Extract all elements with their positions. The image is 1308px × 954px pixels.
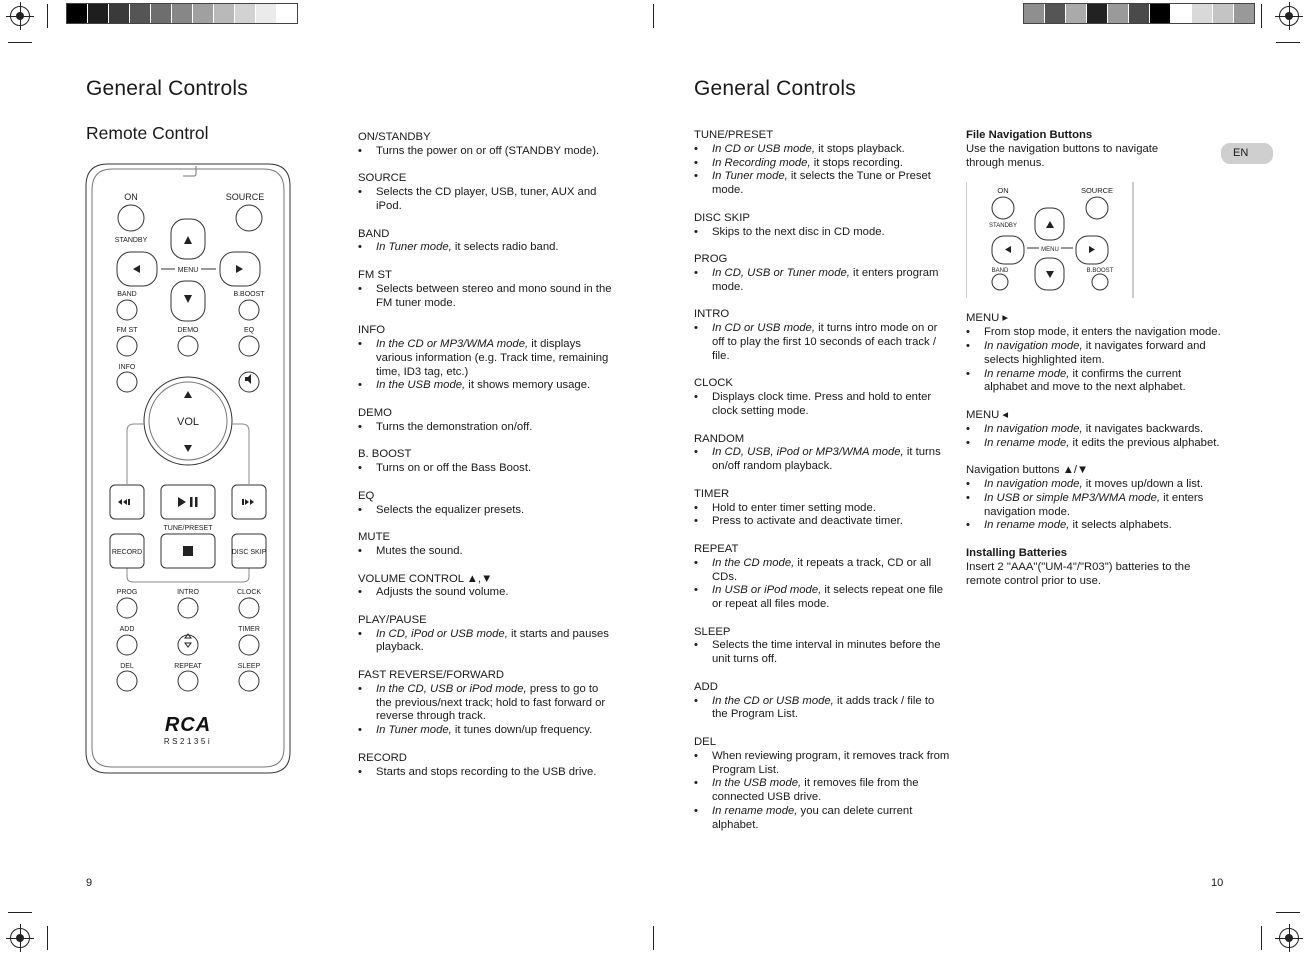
bullet-text: it edits the previous alphabet.: [1069, 436, 1220, 449]
bullet-text: it selects alphabets.: [1069, 519, 1172, 532]
control-section: [358, 490, 616, 518]
control-section: [694, 543, 952, 612]
bullet-mode: In the CD or MP3/WMA mode,: [376, 337, 529, 350]
bullet-item: [966, 478, 1224, 492]
crop-mark: [1276, 42, 1300, 43]
bboost-label: B.BOOST: [233, 291, 265, 298]
bullet-text: it stops recording.: [810, 156, 903, 169]
bullet-text: When reviewing program, it removes track from Program List.: [712, 749, 950, 776]
bullet-text: Hold to enter timer setting mode.: [712, 501, 876, 514]
registration-mark-icon: [1279, 6, 1299, 26]
bullet-item: [694, 391, 952, 419]
bullet-text: Press to activate and deactivate timer.: [712, 515, 903, 528]
mini-source-label: SOURCE: [1080, 186, 1114, 196]
bullet-mode: In navigation mode,: [984, 477, 1083, 490]
bullet-text: you can delete current alphabet.: [712, 805, 913, 831]
bullet-text: Selects the equalizer presets.: [376, 503, 525, 516]
repeat-label: REPEAT: [174, 663, 202, 670]
crop-mark: [47, 926, 48, 950]
bullet-text: press to go to the previous/next track; hold to fast forward or reverse through track.: [376, 682, 606, 723]
control-section: [694, 377, 952, 418]
control-section: [694, 681, 952, 722]
bullet-mode: In navigation mode,: [984, 339, 1083, 352]
bullet-text: Selects the CD player, USB, tuner, AUX and iPod.: [376, 186, 597, 212]
crop-mark: [1276, 912, 1300, 913]
color-calibration-bar: [1023, 3, 1255, 24]
bullet-text: it navigates backwards.: [1082, 422, 1204, 435]
disc-skip-label: DISC SKIP: [231, 549, 267, 556]
bullet-text: Turns on or off the Bass Boost.: [376, 462, 532, 475]
bullet-item: [694, 695, 952, 723]
bullet-item: [966, 340, 1224, 368]
crop-mark: [1261, 4, 1262, 28]
control-section-title: MENU ◂: [966, 408, 1009, 421]
bullet-item: [694, 322, 952, 363]
control-section: [694, 736, 952, 833]
bullet-mode: In Tuner mode,: [376, 241, 452, 254]
page-title-right: General Controls: [694, 77, 856, 100]
sleep-label: SLEEP: [237, 663, 261, 670]
registration-mark-icon: [10, 928, 30, 948]
bullet-text: it displays various information (e.g. Track time, remaining time, ID3 tag, etc.): [376, 337, 609, 378]
control-section: [694, 253, 952, 294]
control-section-title: RECORD: [358, 751, 407, 764]
control-section: [694, 212, 952, 240]
bullet-item: [358, 628, 616, 656]
control-section-title: DEL: [694, 736, 716, 749]
bullet-text: it starts and pauses playback.: [376, 627, 609, 654]
remote-control-illustration: [84, 162, 292, 776]
clock-label: CLOCK: [236, 589, 262, 596]
crop-mark: [47, 4, 48, 28]
page-number: 9: [86, 877, 93, 889]
control-section: [358, 669, 616, 738]
mini-standby-label: STANDBY: [989, 223, 1017, 230]
control-section-title: EQ: [358, 489, 375, 502]
page-number-right: 10: [1211, 877, 1224, 889]
color-calibration-bar: [66, 3, 298, 24]
mini-menu-label: MENU: [1041, 247, 1059, 254]
bullet-item: [358, 683, 616, 724]
crop-mark: [653, 926, 654, 950]
bullet-text: Adjusts the sound volume.: [376, 586, 509, 599]
control-section: [358, 131, 616, 159]
control-section: [694, 488, 952, 529]
bullet-text: Turns the demonstration on/off.: [376, 420, 533, 433]
bullet-mode: In USB or iPod mode,: [712, 584, 822, 597]
mini-bboost-label: B.BOOST: [1086, 268, 1114, 275]
bullet-text: it adds track / file to the Program List.: [712, 694, 935, 721]
bullet-text: Starts and stops recording to the USB drive.: [376, 765, 597, 778]
bullet-item: [694, 639, 952, 667]
bullet-item: [694, 143, 952, 157]
bullet-item: [358, 241, 616, 255]
bullet-text: From stop mode, it enters the navigation mode.: [984, 326, 1221, 339]
bullet-mode: In the CD mode,: [712, 556, 795, 569]
control-section: [966, 409, 1224, 450]
bullet-text: Displays clock time. Press and hold to enter clock setting mode.: [712, 391, 932, 417]
bullet-item: [358, 421, 616, 435]
bullet-item: [966, 492, 1224, 520]
control-section: [358, 172, 616, 213]
control-section-title: INFO: [358, 324, 385, 337]
control-section: [694, 433, 952, 474]
control-section: [358, 531, 616, 559]
bullet-item: [694, 557, 952, 585]
fmst-label: FM ST: [116, 327, 138, 334]
bullet-mode: In rename mode,: [984, 519, 1070, 532]
bullet-mode: In CD, iPod or USB mode,: [376, 627, 508, 640]
registration-mark-icon: [10, 6, 30, 26]
control-section-title: MUTE: [358, 531, 391, 544]
bullet-mode: In CD, USB or Tuner mode,: [712, 266, 850, 279]
on-label: ON: [124, 192, 138, 202]
control-section-title: DISC SKIP: [694, 211, 750, 224]
control-section: [694, 129, 952, 198]
bullet-item: [694, 226, 952, 240]
bullet-text: it confirms the current alphabet and move to the next alphabet.: [984, 367, 1186, 394]
control-section-title: FAST REVERSE/FORWARD: [358, 669, 505, 682]
bullet-text: Mutes the sound.: [376, 544, 463, 557]
bullet-text: Skips to the next disc in CD mode.: [712, 225, 885, 238]
page-title: General Controls: [86, 77, 248, 100]
control-section-title: VOLUME CONTROL ▲,▼: [358, 572, 493, 585]
control-section-title: SLEEP: [694, 625, 731, 638]
control-section: [694, 308, 952, 363]
crop-mark: [1261, 926, 1262, 950]
bullet-text: it enters program mode.: [712, 266, 939, 293]
batteries-title: Installing Batteries: [966, 546, 1068, 559]
bullet-item: [358, 145, 616, 159]
info-label: INFO: [118, 364, 136, 371]
right-controls-column-2: [966, 129, 1224, 588]
bullet-item: [966, 368, 1224, 396]
navigation-buttons-illustration: [966, 182, 1136, 298]
bullet-text: it repeats a track, CD or all CDs.: [712, 556, 932, 583]
bullet-text: it selects the Tune or Preset mode.: [712, 170, 931, 197]
bullet-mode: In CD or USB mode,: [712, 322, 815, 335]
bullet-item: [358, 766, 616, 780]
control-section: [358, 228, 616, 256]
bullet-item: [694, 446, 952, 474]
demo-label: DEMO: [177, 327, 199, 334]
control-section-title: SOURCE: [358, 172, 407, 185]
model-label: RS2135i: [163, 737, 213, 746]
bullet-text: it turns intro mode on or off to play the first 10 seconds of each track / file.: [712, 322, 938, 362]
bullet-mode: In CD or USB mode,: [712, 142, 815, 155]
bullet-mode: In rename mode,: [984, 436, 1070, 449]
control-section-title: RANDOM: [694, 432, 745, 445]
bullet-mode: In the USB mode,: [376, 379, 466, 392]
prog-label: PROG: [116, 589, 138, 596]
control-section-title: TIMER: [694, 487, 730, 500]
control-section: [694, 626, 952, 667]
control-section: [358, 614, 616, 655]
bullet-item: [694, 170, 952, 198]
crop-mark: [653, 4, 654, 28]
rca-logo: RCA: [164, 714, 212, 736]
bullet-item: [358, 462, 616, 476]
intro-label: INTRO: [177, 589, 199, 596]
bullet-text: it turns on/off random playback.: [712, 446, 941, 473]
timer-label: TIMER: [238, 626, 260, 633]
batteries-text: Insert 2 "AAA"("UM-4"/"R03") batteries to the remote control prior to use.: [966, 560, 1191, 587]
bullet-item: [694, 157, 952, 171]
file-nav-text: Use the navigation buttons to navigate through menus.: [966, 142, 1159, 169]
control-section: [358, 407, 616, 435]
control-section-title: INTRO: [694, 308, 730, 321]
control-section-title: PROG: [694, 253, 728, 266]
bullet-text: it selects repeat one file or repeat all files mode.: [712, 584, 944, 611]
bullet-mode: In the USB mode,: [712, 777, 802, 790]
bullet-text: it enters navigation mode.: [984, 491, 1204, 518]
del-label: DEL: [120, 663, 134, 670]
bullet-text: it shows memory usage.: [465, 379, 591, 392]
bullet-item: [694, 750, 952, 778]
bullet-mode: In rename mode,: [984, 367, 1070, 380]
control-section: [358, 324, 616, 393]
bullet-mode: In the CD, USB or iPod mode,: [376, 682, 527, 695]
add-label: ADD: [119, 626, 135, 633]
menu-label: MENU: [177, 267, 199, 274]
control-section-title: PLAY/PAUSE: [358, 613, 427, 626]
eq-label: EQ: [243, 327, 255, 334]
band-label: BAND: [117, 291, 137, 298]
control-section: [358, 448, 616, 476]
right-controls-column-1: [694, 129, 952, 846]
bullet-item: [966, 326, 1224, 340]
bullet-item: [966, 519, 1224, 533]
bullet-mode: In rename mode,: [712, 805, 798, 818]
control-section-title: B. BOOST: [358, 448, 412, 461]
bullet-item: [966, 437, 1224, 451]
bullet-item: [694, 515, 952, 529]
bullet-text: it removes file from the connected USB drive.: [712, 777, 919, 804]
mini-on-label: ON: [997, 186, 1009, 196]
bullet-mode: In Tuner mode,: [376, 724, 452, 737]
control-section-title: ADD: [694, 680, 718, 693]
record-label: RECORD: [111, 549, 143, 556]
control-section-title: BAND: [358, 227, 390, 240]
bullet-item: [358, 186, 616, 214]
bullet-text: it selects radio band.: [451, 241, 559, 254]
control-section: [966, 464, 1224, 533]
vol-label: VOL: [176, 416, 200, 428]
control-section-title: ON/STANDBY: [358, 131, 431, 143]
bullet-text: it tunes down/up frequency.: [451, 724, 593, 737]
crop-mark: [8, 42, 32, 43]
bullet-text: Turns the power on or off (STANDBY mode).: [376, 144, 600, 157]
control-section-title: TUNE/PRESET: [694, 129, 774, 141]
bullet-mode: In CD, USB, iPod or MP3/WMA mode,: [712, 446, 904, 459]
control-section-title: Navigation buttons ▲/▼: [966, 464, 1089, 477]
crop-mark: [8, 912, 32, 913]
language-badge: EN: [1221, 143, 1273, 164]
bullet-text: it stops playback.: [814, 142, 905, 155]
bullet-item: [358, 545, 616, 559]
bullet-text: it moves up/down a list.: [1082, 477, 1204, 490]
standby-label: STANDBY: [114, 237, 148, 244]
left-controls-column: [358, 131, 616, 793]
bullet-item: [694, 502, 952, 516]
bullet-mode: In USB or simple MP3/WMA mode,: [984, 491, 1160, 504]
bullet-mode: In Tuner mode,: [712, 170, 788, 183]
bullet-item: [358, 586, 616, 600]
bullet-item: [694, 777, 952, 805]
bullet-mode: In Recording mode,: [712, 156, 811, 169]
control-section: [358, 752, 616, 780]
section-subtitle: Remote Control: [86, 123, 209, 143]
bullet-mode: In navigation mode,: [984, 422, 1083, 435]
control-section-title: DEMO: [358, 406, 392, 419]
bullet-item: [358, 724, 616, 738]
bullet-item: [694, 584, 952, 612]
mini-band-label: BAND: [991, 268, 1009, 275]
bullet-item: [358, 504, 616, 518]
registration-mark-icon: [1279, 928, 1299, 948]
control-section-title: MENU ▸: [966, 312, 1009, 325]
control-section: [358, 269, 616, 310]
bullet-text: Selects the time interval in minutes before the unit turns off.: [712, 639, 941, 666]
bullet-item: [358, 338, 616, 379]
bullet-item: [694, 805, 952, 833]
bullet-text: it navigates forward and selects highlighted item.: [984, 339, 1206, 366]
source-label: SOURCE: [225, 192, 265, 202]
control-section-title: REPEAT: [694, 542, 739, 555]
file-nav-title: File Navigation Buttons: [966, 129, 1093, 141]
control-section: [358, 573, 616, 601]
control-section: [966, 312, 1224, 395]
bullet-item: [966, 423, 1224, 437]
bullet-text: Selects between stereo and mono sound in the FM tuner mode.: [376, 282, 612, 309]
bullet-item: [694, 267, 952, 295]
bullet-mode: In the CD or USB mode,: [712, 694, 834, 707]
bullet-item: [358, 283, 616, 311]
control-section-title: CLOCK: [694, 377, 733, 390]
tune-preset-label: TUNE/PRESET: [163, 525, 213, 532]
control-section-title: FM ST: [358, 268, 392, 281]
bullet-item: [358, 379, 616, 393]
